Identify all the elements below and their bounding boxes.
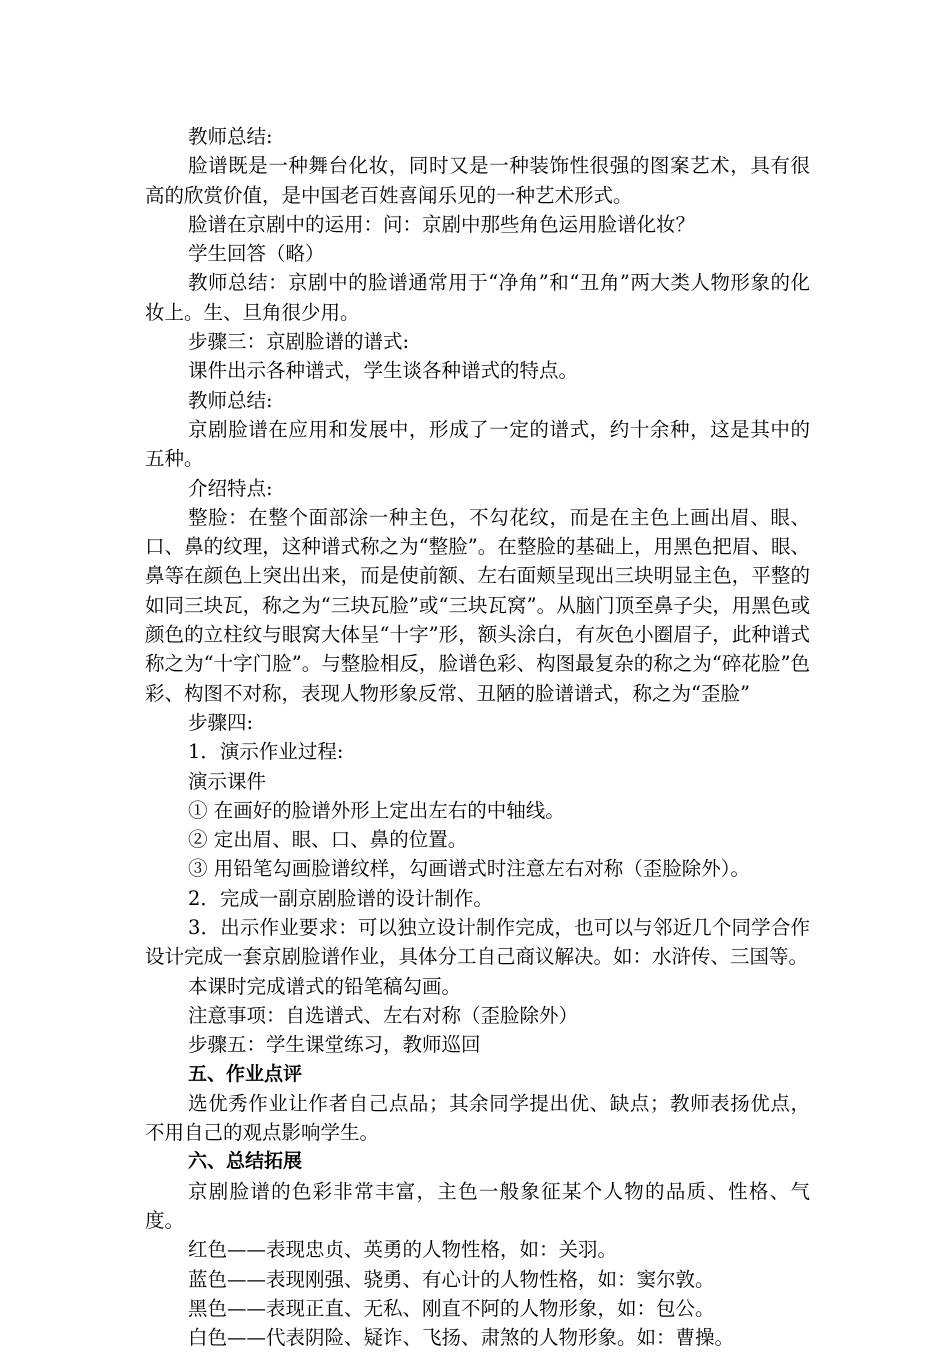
paragraph: 注意事项：自选谱式、左右对称（歪脸除外） [188,1003,579,1027]
paragraph: 京剧脸谱在应用和发展中，形成了一定的谱式，约十余种，这是其中的五种。 [145,417,810,471]
paragraph: 2．完成一副京剧脸谱的设计制作。 [188,886,493,910]
paragraph: ③ 用铅笔勾画脸谱纹样，勾画谱式时注意左右对称（歪脸除外）。 [188,857,750,881]
paragraph: 步骤三：京剧脸谱的谱式: [188,330,410,354]
paragraph: 红色——表现忠贞、英勇的人物性格，如：关羽。 [188,1238,618,1262]
paragraph: 教师总结: [188,125,273,148]
paragraph: 京剧脸谱的色彩非常丰富，主色一般象征某个人物的品质、性格、气度。 [145,1179,810,1232]
paragraph: 学生回答（略） [188,242,325,266]
paragraph: ① 在画好的脸谱外形上定出左右的中轴线。 [188,798,565,822]
paragraph: 白色——代表阴险、疑诈、飞扬、肃煞的人物形象。如：曹操。 [188,1326,735,1350]
paragraph: 课件出示各种谱式，学生谈各种谱式的特点。 [188,359,579,383]
paragraph: 教师总结：京剧中的脸谱通常用于“净角”和“丑角”两大类人物形象的化妆上。生、旦角很少用。 [145,271,810,324]
paragraph: 脸谱在京剧中的运用：问：京剧中那些角色运用脸谱化妆？ [188,212,696,236]
paragraph: 脸谱既是一种舞台化妆，同时又是一种装饰性很强的图案艺术，具有很高的欣赏价值，是中国老百姓喜闻乐见的一种艺术形式。 [145,154,810,207]
paragraph: 3．出示作业要求：可以独立设计制作完成，也可以与邻近几个同学合作设计完成一套京剧脸谱作业，具体分工自己商议解决。如：水浒传、三国等。 [145,916,810,969]
paragraph: 步骤四: [188,710,254,734]
paragraph: 教师总结: [188,388,273,412]
paragraph: 1．演示作业过程: [188,740,344,764]
paragraph: 黑色——表现正直、无私、刚直不阿的人物形象，如：包公。 [188,1296,715,1320]
paragraph: 介绍特点: [188,476,273,500]
document-page [145,122,810,1352]
paragraph: 选优秀作业让作者自己点品；其余同学提出优、缺点；教师表扬优点，不用自己的观点影响学生。 [145,1091,810,1145]
paragraph: 本课时完成谱式的铅笔稿勾画。 [188,974,462,998]
section-heading: 六、总结拓展 [188,1150,303,1173]
paragraph: ② 定出眉、眼、口、鼻的位置。 [188,828,468,852]
paragraph: 蓝色——表现刚强、骁勇、有心计的人物性格，如：窦尔敦。 [188,1267,715,1291]
paragraph: 步骤五：学生课堂练习，教师巡回 [188,1033,481,1057]
paragraph: 整脸：在整个面部涂一种主色，不勾花纹，而是在主色上画出眉、眼、口、鼻的纹理，这种谱式称之为“整脸”。在整脸的基础上，用黑色把眉、眼、鼻等在颜色上突出出来，而是使前额、左右面颊呈现出三块明显主色，平整的如同三块瓦，称之为“三块瓦脸”或“三块瓦窝”。从脑门顶至鼻子尖，用黑色或颜色的立柱纹与眼窝大体呈“十字”形，额头涂白，有灰色小圈眉子，此种谱式称之为“十字门脸”。与整脸相反，脸谱色彩、构图最复杂的称之为“碎花脸”色彩、构图不对称，表现人物形象反常、丑陋的脸谱谱式，称之为“歪脸” [145,505,810,705]
paragraph: 演示课件 [188,769,267,793]
section-heading: 五、作业点评 [188,1062,303,1085]
